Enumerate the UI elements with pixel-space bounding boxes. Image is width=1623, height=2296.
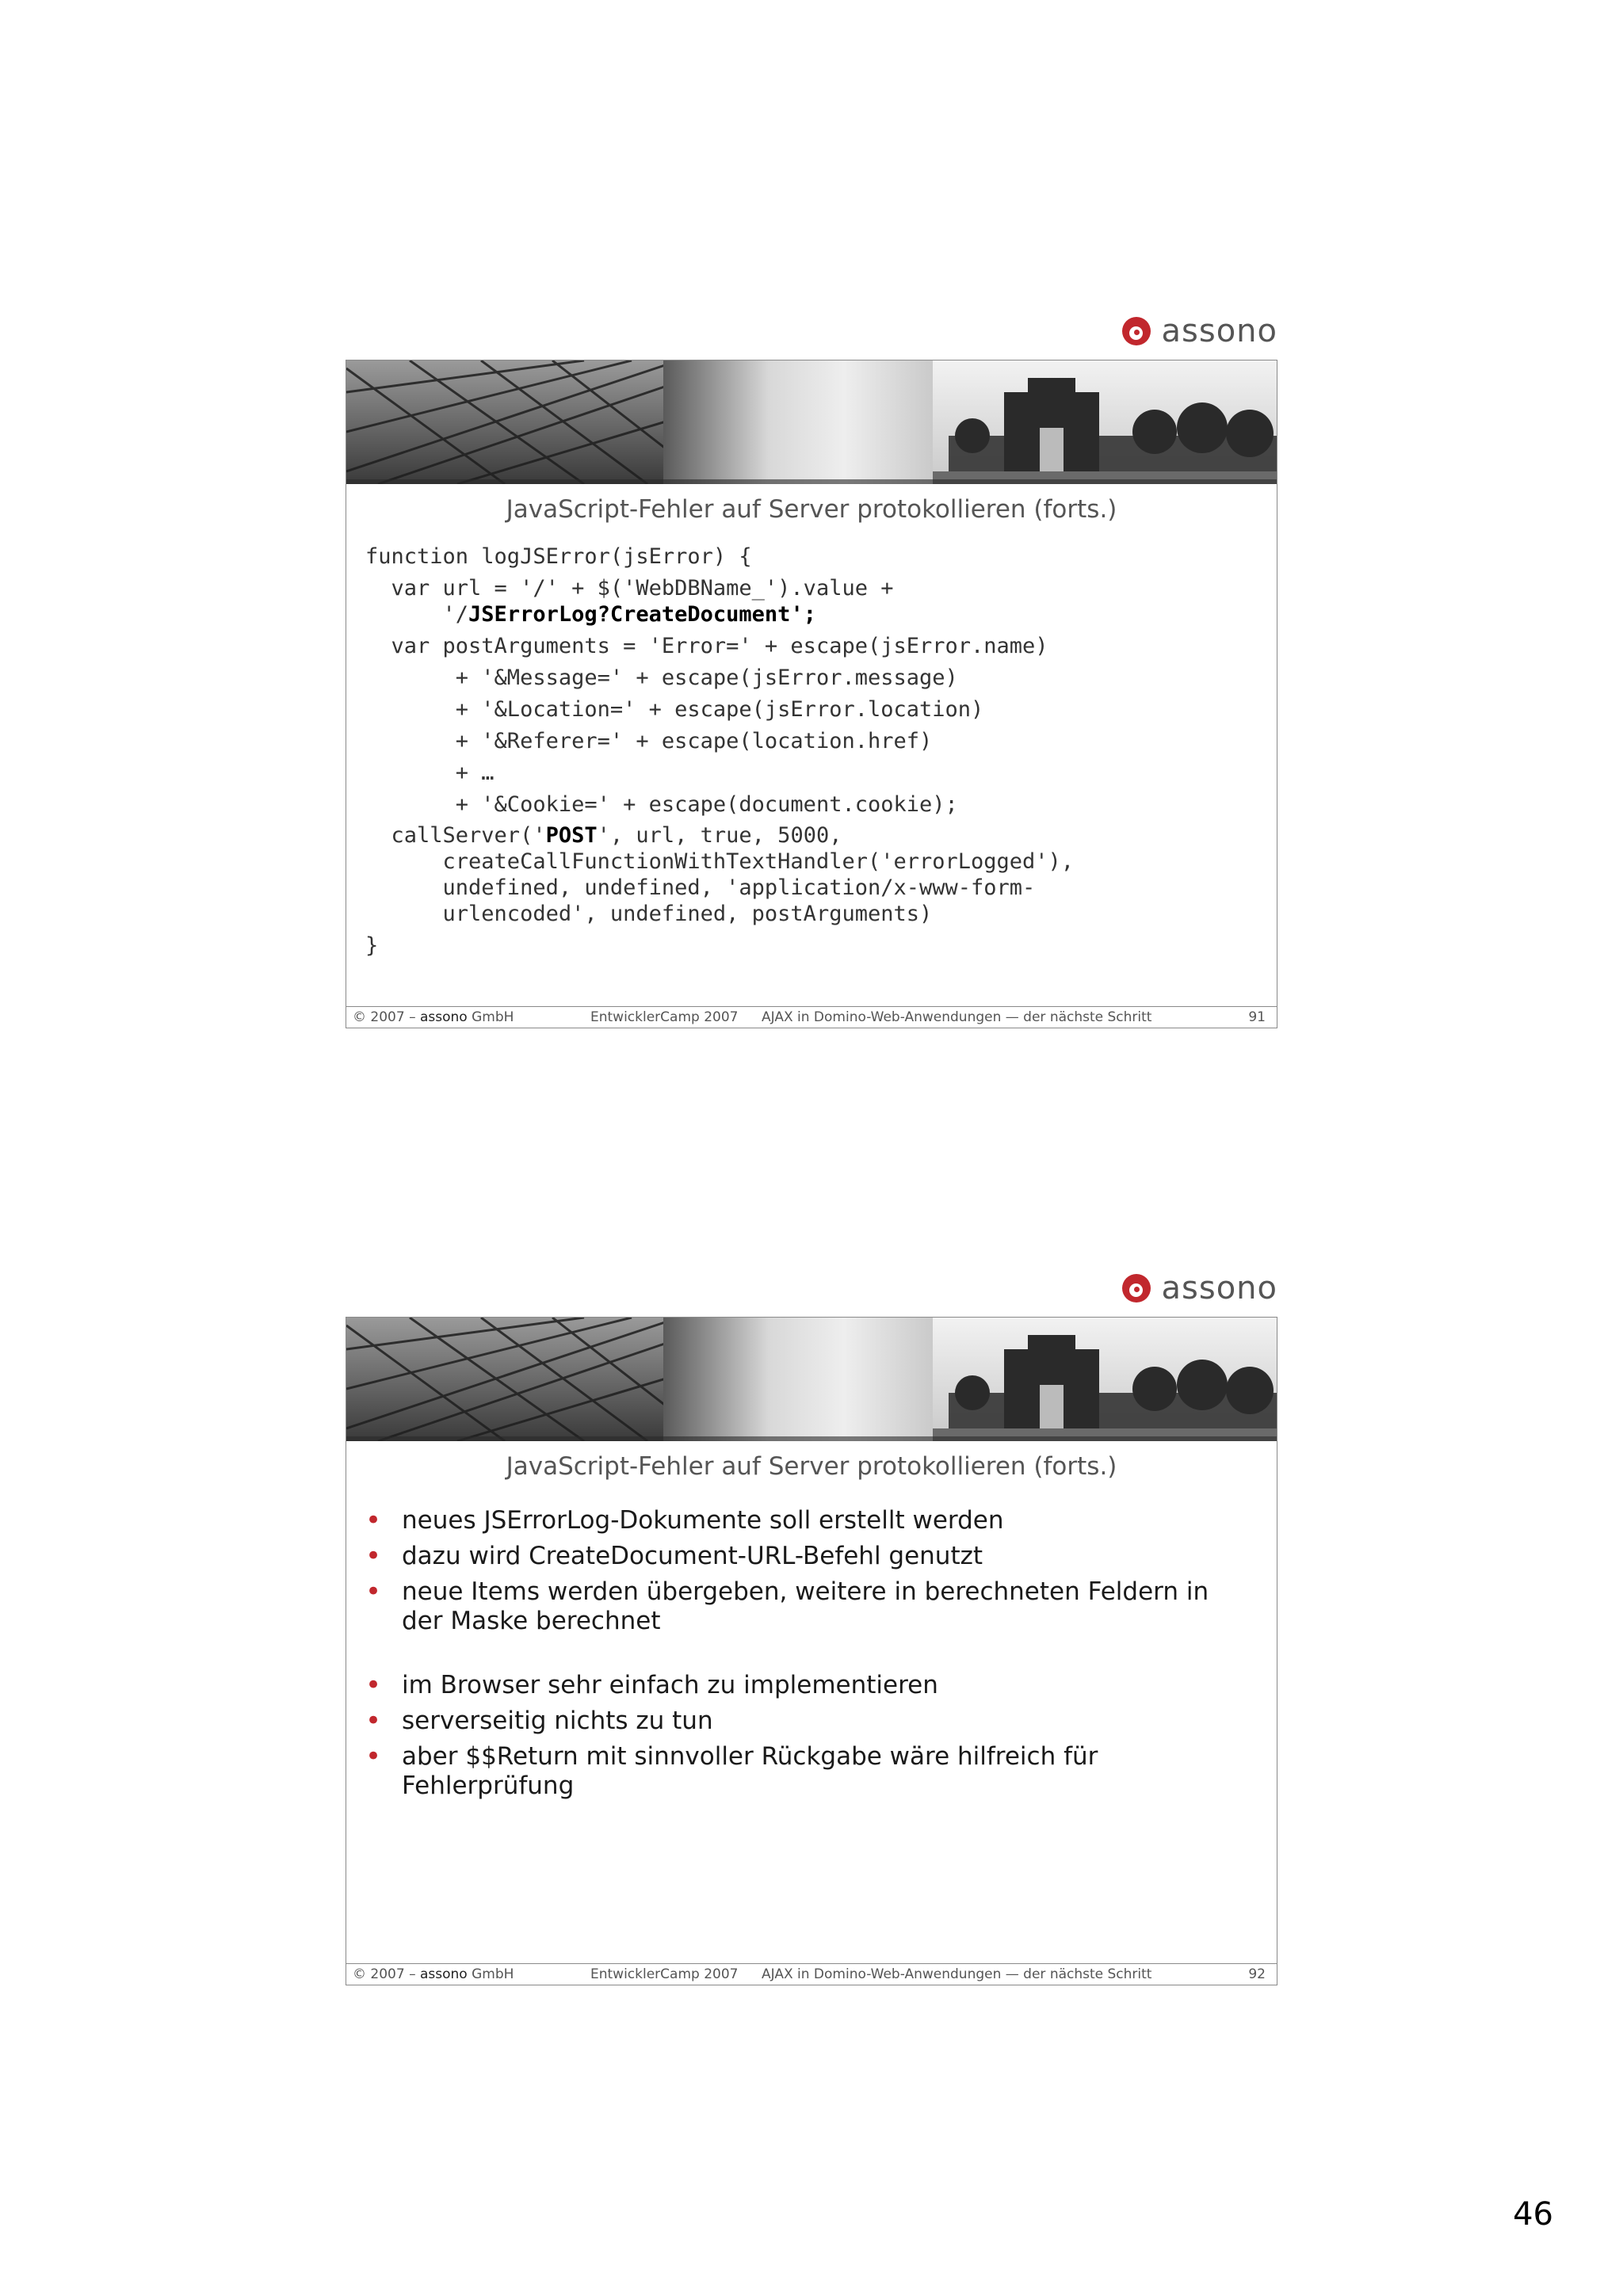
slide-title: JavaScript-Fehler auf Server protokollieren (forts.) <box>506 1452 1117 1481</box>
company-suffix: GmbH <box>472 1966 514 1982</box>
header-photo-banner <box>346 360 1277 484</box>
code-line: function logJSError(jsError) { <box>365 544 752 569</box>
code-line: + … <box>365 760 495 785</box>
copyright-text: © 2007 – <box>353 1966 416 1982</box>
code-line: + '&Cookie=' + escape(document.cookie); <box>365 791 958 817</box>
footer-talk-title: AJAX in Domino-Web-Anwendungen — der nächste Schritt <box>762 1966 1152 1982</box>
assono-logo <box>1122 309 1278 353</box>
assono-logo-icon <box>1122 1274 1151 1302</box>
footer-copyright <box>353 1966 514 1982</box>
code-text: ', url, true, 5000, <box>597 823 842 849</box>
code-line: var url = '/' + $('WebDBName_').value + <box>365 575 894 601</box>
assono-logo-icon <box>1122 317 1151 345</box>
code-line: urlencoded', undefined, postArguments) <box>365 902 933 927</box>
company-name: assono <box>419 1009 468 1025</box>
code-text: '; <box>790 601 816 627</box>
code-line: + '&Referer=' + escape(location.href) <box>365 728 933 753</box>
code-highlight: JSErrorLog?CreateDocument <box>468 601 791 627</box>
list-item: • serverseitig nichts zu tun <box>365 1707 1245 1736</box>
bullet-list <box>365 1506 1245 1807</box>
list-item: • dazu wird CreateDocument-URL-Befehl genutzt <box>365 1542 1245 1571</box>
logo-text: assono <box>1161 313 1277 349</box>
code-line: createCallFunctionWithTextHandler('errorLogged'), <box>365 849 1075 875</box>
slide-footer <box>346 1963 1277 1985</box>
list-item: • aber $$Return mit sinnvoller Rückgabe wäre hilfreich für Fehlerprüfung <box>365 1742 1245 1801</box>
code-text: callServer(' <box>365 823 546 849</box>
code-line <box>365 823 1074 849</box>
code-line: undefined, undefined, 'application/x-www-form- <box>365 875 1036 901</box>
logo-text: assono <box>1161 1270 1277 1306</box>
company-name: assono <box>419 1966 468 1982</box>
code-block <box>365 544 1074 959</box>
list-item: • im Browser sehr einfach zu implementieren <box>365 1671 1245 1700</box>
code-line: + '&Message=' + escape(jsError.message) <box>365 665 958 690</box>
footer-event: EntwicklerCamp 2007 <box>590 1966 739 1982</box>
list-item: • neue Items werden übergeben, weitere in berechneten Feldern in der Maske berechnet <box>365 1577 1245 1636</box>
slide-number: 91 <box>1248 1009 1266 1025</box>
slide-footer <box>346 1006 1277 1028</box>
code-line <box>365 602 1074 628</box>
slide-title: JavaScript-Fehler auf Server protokollieren (forts.) <box>506 495 1117 524</box>
code-highlight: POST <box>545 823 598 849</box>
code-text: '/ <box>365 601 469 627</box>
copyright-text: © 2007 – <box>353 1009 416 1025</box>
footer-copyright <box>353 1009 514 1025</box>
code-line: } <box>365 933 379 959</box>
header-photo-banner <box>346 1318 1277 1441</box>
code-line: var postArguments = 'Error=' + escape(jsError.name) <box>365 633 1048 658</box>
slide-frame <box>346 1317 1277 1985</box>
footer-event: EntwicklerCamp 2007 <box>590 1009 739 1025</box>
code-line: + '&Location=' + escape(jsError.location) <box>365 696 984 722</box>
slide-number: 92 <box>1248 1966 1266 1982</box>
assono-logo <box>1122 1266 1278 1310</box>
slide-frame <box>346 360 1277 1028</box>
page-number: 46 <box>1513 2196 1553 2233</box>
footer-talk-title: AJAX in Domino-Web-Anwendungen — der nächste Schritt <box>762 1009 1152 1025</box>
list-item: • neues JSErrorLog-Dokumente soll erstellt werden <box>365 1506 1245 1535</box>
company-suffix: GmbH <box>472 1009 514 1025</box>
